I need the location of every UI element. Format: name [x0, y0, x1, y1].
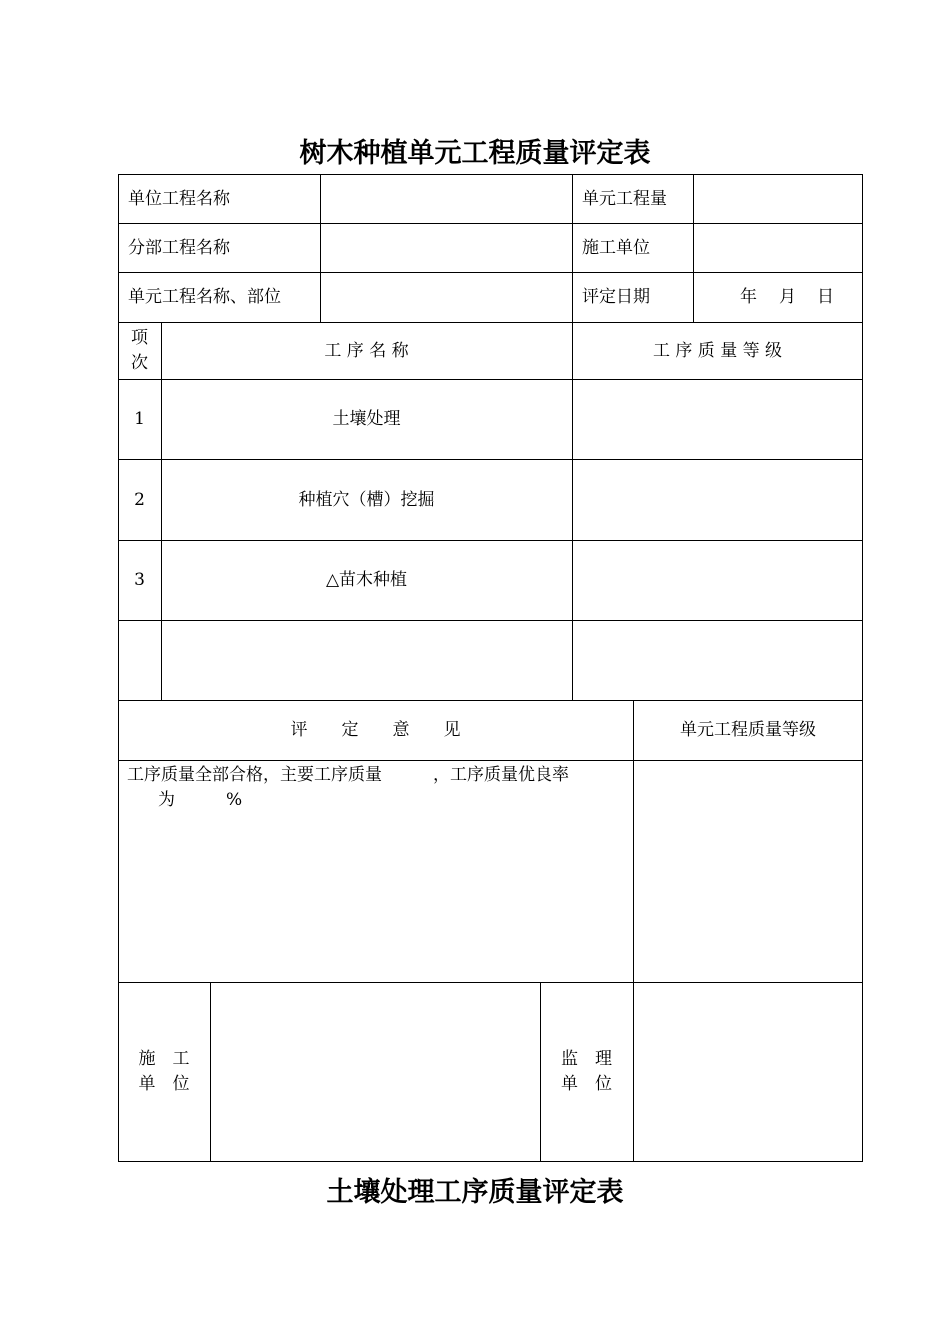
construction-unit-sign-label-line2: 单 位: [138, 1074, 190, 1094]
column-divider: [693, 174, 694, 322]
process-name: 土壤处理: [332, 409, 401, 429]
unit-quantity-label: 单元工程量: [582, 189, 667, 209]
construction-unit-sign-label: 施 工: [138, 1049, 190, 1069]
column-divider: [540, 982, 541, 1162]
column-divider: [161, 322, 162, 700]
unit-quality-grade-header: 单元工程质量等级: [680, 720, 816, 740]
row-divider: [118, 459, 863, 460]
date-month: 月: [779, 287, 796, 307]
sub-project-name-label: 分部工程名称: [128, 238, 230, 258]
row-divider: [118, 223, 863, 224]
row-number: 3: [134, 570, 145, 590]
eval-date-label: 评定日期: [582, 287, 650, 307]
opinion-text-line1: 工序质量全部合格，主要工序质量 ，工序质量优良率: [127, 765, 569, 785]
col-process-grade-header: 工 序 质 量 等 级: [652, 341, 783, 361]
element-name-label: 单元工程名称、部位: [128, 287, 281, 307]
row-divider: [118, 540, 863, 541]
row-divider: [118, 272, 863, 273]
row-divider: [118, 620, 863, 621]
column-divider: [633, 700, 634, 1162]
date-year: 年: [740, 287, 757, 307]
column-divider: [210, 982, 211, 1162]
date-day: 日: [817, 287, 834, 307]
row-number: 1: [134, 409, 145, 429]
row-divider: [118, 982, 863, 983]
row-number: 2: [134, 490, 145, 510]
supervision-unit-sign-label: 监 理: [561, 1049, 612, 1069]
process-name: △苗木种植: [325, 570, 408, 590]
supervision-unit-sign-label-line2: 单 位: [561, 1074, 612, 1094]
col-no-header: 项: [131, 328, 148, 348]
row-divider: [118, 379, 863, 380]
unit-project-name-label: 单位工程名称: [128, 189, 230, 209]
row-divider: [118, 322, 863, 323]
column-divider: [320, 174, 321, 322]
page-title: 树木种植单元工程质量评定表: [299, 138, 651, 169]
opinion-text-line2: 为 %: [158, 790, 243, 810]
col-no-header-line2: 次: [131, 353, 148, 373]
col-process-name-header: 工 序 名 称: [324, 341, 409, 361]
column-divider: [572, 174, 573, 700]
opinion-header: 评 定 意 见: [290, 720, 461, 740]
row-divider: [118, 760, 863, 761]
process-name: 种植穴（槽）挖掘: [298, 490, 435, 510]
next-section-title: 土壤处理工序质量评定表: [326, 1177, 624, 1208]
construction-unit-label: 施工单位: [582, 238, 650, 258]
row-divider: [118, 700, 863, 701]
